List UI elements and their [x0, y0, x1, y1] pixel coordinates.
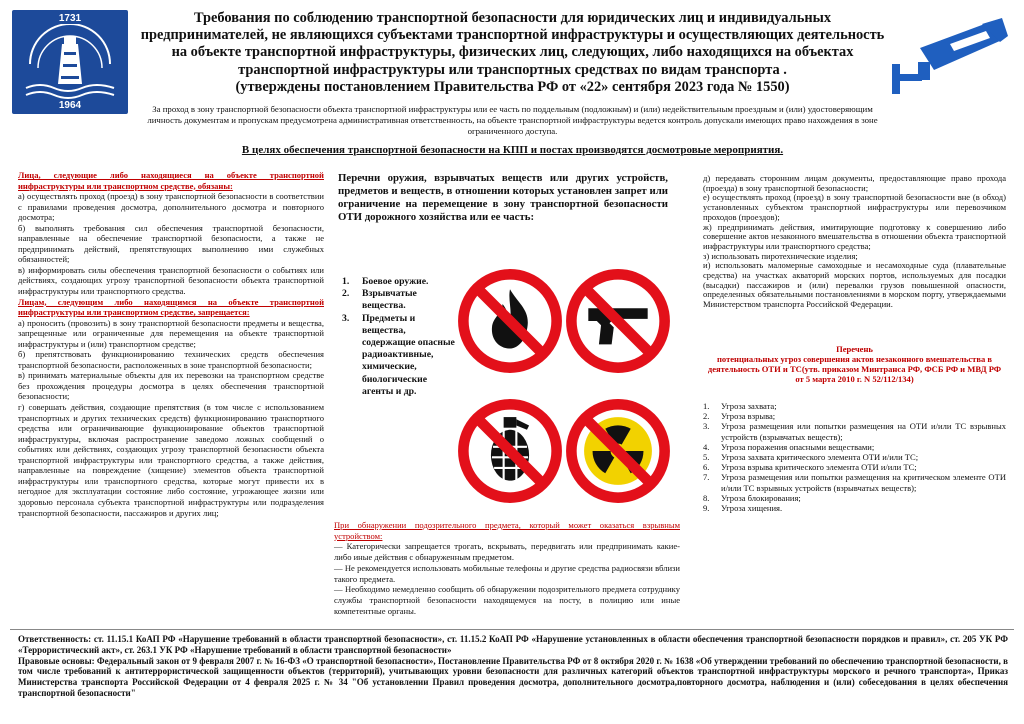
obliged-heading: Лица, следующие либо находящиеся на объекте транспортной инфраструктуры или транспортном средстве, обязаны:	[18, 170, 324, 191]
obliged-item-v: в) информировать силы обеспечения транспортной безопасности о событиях или действиях, создающих угрозу транспортной безопасности объекта транспортной инфраструктуры или транспортного средства.	[18, 264, 324, 297]
forbidden-item-z: з) использовать пиротехнические изделия;	[703, 250, 858, 261]
warning-item: — Не рекомендуется использовать мобильные телефоны и другие средства радиосвязи вблизи такого предмета.	[334, 562, 680, 584]
threats-subtitle: потенциальных угроз совершения актов незаконного вмешательства в деятельность ОТИ и ТС(утв. приказом Минтранса РФ, ФСБ РФ и МВД РФ	[707, 354, 1002, 374]
suspicious-object-section	[334, 520, 680, 616]
list-item: 4. Угроза поражения опасными веществами;	[703, 441, 875, 452]
warning-item: — Категорически запрещается трогать, вскрывать, передвигать или предпринимать какие-либо иные действия с обнаруженным предметом.	[334, 541, 680, 563]
obliged-item-b: б) выполнять требования сил обеспечения транспортной безопасности, направленные на обеспечение транспортной безопасности, а также не предпринимать действий, препятствующих выполнению ими служебных обязанностей;	[18, 222, 324, 265]
responsibility-text: Ответственность: ст. 11.15.1 КоАП РФ «Нарушение требований в области транспортной безопасности», ст. 11.15.2 КоАП РФ «Нарушение установленных в области обеспечения транспортной безопасности порядков и правил», ст. 205 УК РФ «Террористический акт», ст. 263.1 УК РФ «Нарушение требований в области транспортной безопасности»	[18, 634, 1008, 655]
no-radiation-icon	[565, 398, 671, 504]
list-item: 7. Угроза размещения или попытки размещения на критическом элементе ОТИ и/или ТС взрывных устройств (взрывчатых веществ);	[703, 472, 1006, 493]
forbidden-item-a: а) проносить (провозить) в зону транспортной безопасности предметы и вещества, запрещенные или ограниченные для перемещения на объекте транспортной инфраструктуры и (или) транспортном средстве;	[18, 317, 324, 349]
no-gun-icon	[565, 268, 671, 374]
forbidden-heading: Лицам, следующим либо находящимся на объекте транспортной инфраструктуры или транспортном средстве, запрещается:	[18, 296, 324, 318]
threats-list	[703, 401, 1006, 513]
list-item: 1. Боевое оружие.	[342, 276, 429, 287]
forbidden-item-d: д) передавать сторонним лицам документы, предоставляющие право прохода (проезда) в зону транспортной безопасности;	[703, 173, 1006, 193]
no-grenade-icon	[457, 398, 563, 504]
inspection-heading: В целях обеспечения транспортной безопасности на КПП и постах производятся досмотровые мероприятия.	[241, 144, 784, 156]
suspicious-object-heading: При обнаружении подозрительного предмета, который может оказаться взрывным устройством:	[334, 520, 680, 541]
legal-basis-text: Правовые основы: Федеральный закон от 9 февраля 2007 г. № 16-ФЗ «О транспортной безопасности», Постановление Правительства РФ от 8 октября 2020 г. № 1638 «Об утверждении требований по обеспечению транспортной безопасности, в том числе требований к антитеррористической защищенности объектов (территорий), учитывающих уровни безопасности для различных категорий объектов транспортной инфраструктуры морского и речного транспорта», Приказ Министерства транспорта Российской Федерации от 4 февраля 2025 г. № 34 "Об установлении Правил проведения досмотра, дополнительного досмотра,повторного досмотра, наблюдения и (или) собеседования в целях обеспечения транспортной безопасности"	[18, 655, 1008, 698]
list-item: 1. Угроза захвата;	[703, 401, 777, 411]
forbidden-item-i: и) использовать маломерные самоходные и несамоходные суда (плавательные средства) на участках акваторий морских портов, используемых для посадки (высадки) пассажиров и (или) перевалки грузов повышенной опасности, определенных обязательными постановлениями в морском порту, утверждаемыми Министерством транспорта Российской Федерации.	[703, 260, 1006, 310]
forbidden-item-v: в) принимать материальные объекты для их перевозки на транспортном средстве без прохождения процедуры досмотра в целях обеспечения транспортной безопасности;	[18, 370, 324, 402]
prohibited-items-list	[342, 276, 456, 398]
obliged-item-a: а) осуществлять проход (проезд) в зону транспортной безопасности в соответствии с правилами проведения досмотра, дополнительного досмотра и повторного досмотра;	[18, 191, 324, 223]
threats-heading	[703, 344, 1006, 384]
title-text: Требования по соблюдению транспортной безопасности для юридических лиц и индивидуальных предпринимателей, не являющихся субъектами транспортной инфраструктуры и осуществляющих деятельность на объекте транспортной инфраструктуры, физических лиц, следующих, либо находящихся на объектах транспортной инфраструктуры или транспортных средствах по видам транспорта .	[140, 10, 885, 78]
list-item: 3. Предметы и вещества, содержащие опасные радиоактивные, химические, биологические агенты и др.	[342, 312, 455, 397]
footer	[18, 634, 1008, 699]
threats-date: от 5 марта 2010 г. N 52/112/134)	[795, 374, 914, 384]
forbidden-item-g: г) совершать действия, создающие препятствия (в том числе с использованием транспортных и других технических средств) функционированию транспортного средства или ограничивающие функционирование объектов транспортной инфраструктуры, включая распространение заведомо ложных сообщений о событиях или действиях, создающих угрозу транспортной безопасности объекта транспортной инфраструктуры или транспортного средства, а также действия, направленные на повреждение (хищение) элементов объекта транспортной инфраструктуры или транспортного средства, которые могут привести их в негодное для эксплуатации состояние либо состояние, угрожающее жизни или здоровью персонала субъекта транспортной инфраструктуры или подразделения транспортной безопасности, пассажиров и других лиц;	[18, 402, 324, 518]
left-column	[18, 170, 324, 518]
subnote: За проход в зону транспортной безопасности объекта транспортной инфраструктуры или ее часть по поддельным (подложным) и (или) недействительным проездным и (или) удостоверяющим личность документам и пропускам предусмотрена административная ответственность, на объекте транспортной инфраструктуры ведется контроль допускали имеющих право нахождения в зоне ограниченного доступа.	[147, 104, 878, 136]
list-item: 9. Угроза хищения.	[703, 503, 783, 514]
forbidden-item-zh: ж) предпринимать действия, имитирующие подготовку к совершению либо совершение актов незаконного вмешательства в отношении объекта транспортной инфраструктуры или транспортного средства;	[703, 221, 1006, 251]
no-fire-icon	[457, 268, 563, 374]
warning-item: — Необходимо немедленно сообщить об обнаружении подозрительного предмета сотруднику службы транспортной безопасности находящемуся на посту, в полицию или иные компетентные органы.	[334, 584, 680, 616]
list-item: 8. Угроза блокирования;	[703, 492, 801, 503]
prohibited-items-intro: Перечни оружия, взрывчатых веществ или других устройств, предметов и веществ, в отношении которых установлен запрет или ограничение на перемещение в зону транспортной безопасности ОТИ дорожного хозяйства или ее часть:	[338, 172, 668, 223]
forbidden-item-b: б) препятствовать функционированию технических средств обеспечения транспортной безопасности, расположенных в зоне транспортной безопасности;	[18, 349, 324, 370]
logo-year-bottom: 1964	[58, 100, 82, 111]
list-item: 5. Угроза захвата критического элемента ОТИ и/или ТС;	[703, 452, 919, 463]
threats-title: Перечень	[836, 344, 873, 354]
forbidden-item-e: е) осуществлять проход (проезд) в зону транспортной безопасности вне (в обход) установленных субъектом транспортной инфраструктуры или перевозчиком проходов (проездов);	[703, 192, 1006, 222]
list-item: 2. Взрывчатые вещества.	[342, 288, 417, 312]
list-item: 3. Угроза размещения или попытки размещения на ОТИ и/или ТС взрывных устройств (взрывчатых веществ);	[703, 421, 1006, 442]
logo-year-top: 1731	[58, 13, 82, 24]
list-item: 6. Угроза взрыва критического элемента ОТИ и/или ТС;	[703, 462, 917, 473]
lighthouse-icon	[20, 24, 120, 100]
page-title	[140, 10, 885, 96]
right-column	[703, 174, 1006, 310]
organization-logo	[12, 10, 128, 114]
footer-divider	[10, 629, 1014, 630]
approved-line: (утверждены постановлением Правительства РФ от «22» сентября 2023 года № 1550)	[235, 78, 790, 95]
security-camera-icon	[890, 18, 1008, 98]
list-item: 2. Угроза взрыва;	[703, 411, 776, 422]
